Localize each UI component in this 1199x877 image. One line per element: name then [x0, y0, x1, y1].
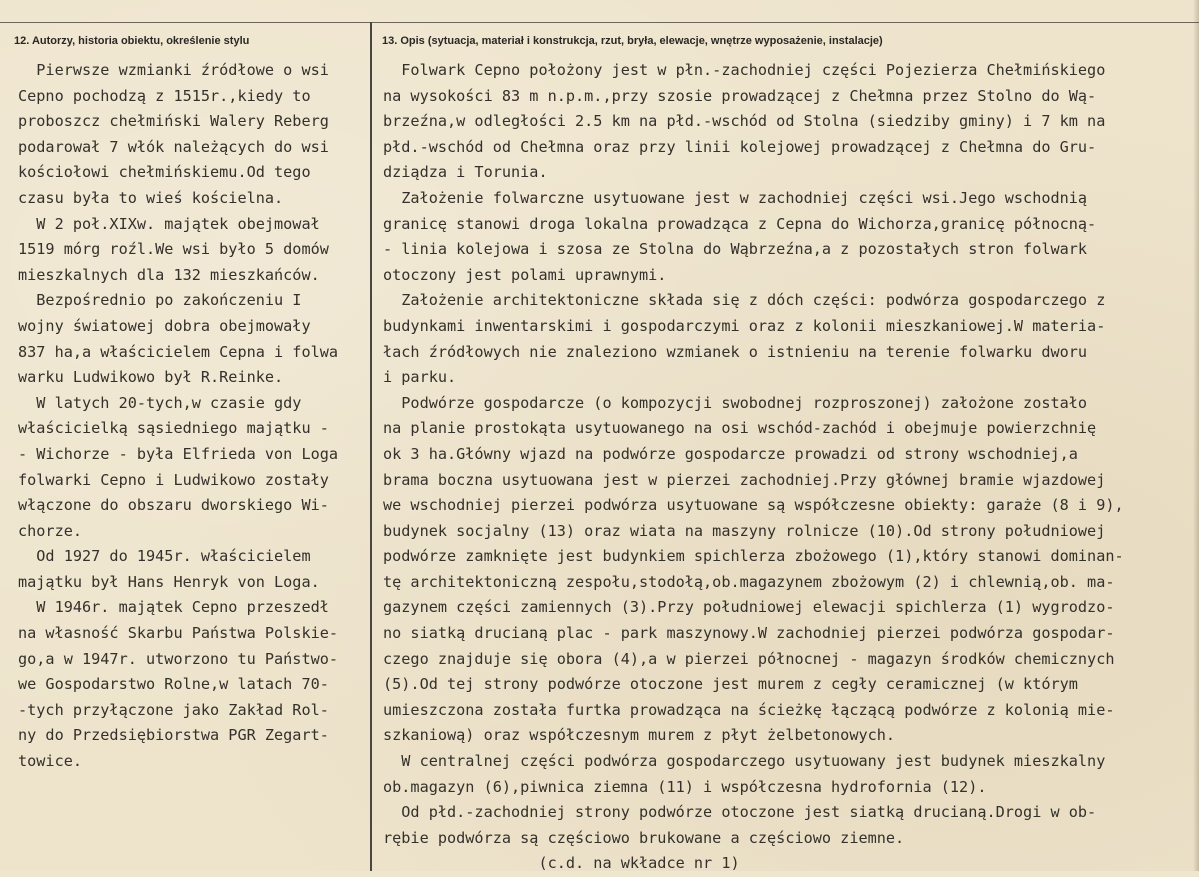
- typed-line: W centralnej części podwórza gospodarczego usytuowany jest budynek mieszkalny: [383, 752, 1106, 771]
- typed-line: budynkami inwentarskimi i gospodarczymi oraz z kolonii mieszkaniowej.W materia-: [383, 316, 1106, 335]
- typed-line: 837 ha,a właścicielem Cepna i folwa: [18, 342, 339, 361]
- typed-line: dziądza i Torunia.: [383, 163, 548, 182]
- typed-line: szkaniową) oraz współczesnym murem z płyt żelbetonowych.: [383, 726, 896, 745]
- typed-line: Podwórze gospodarcze (o kompozycji swobodnej rozproszonej) założone zostało: [383, 393, 1088, 412]
- typed-line: podwórze zamknięte jest budynkiem spichlerza zbożowego (1),który stanowi dominan-: [383, 547, 1124, 566]
- typed-line: granicę stanowi droga lokalna prowadząca z Cepna do Wichorza,granicę północną-: [383, 214, 1097, 233]
- typed-line: ny do Przedsiębiorstwa PGR Zegart-: [18, 726, 329, 745]
- typed-line: W latych 20-tych,w czasie gdy: [18, 393, 302, 412]
- left-column-header: 12. Autorzy, historia obiektu, określenie stylu: [14, 35, 250, 47]
- typed-line: ok 3 ha.Główny wjazd na podwórze gospodarcze prowadzi od strony wschodniej,a: [383, 444, 1078, 463]
- typed-line: Od 1927 do 1945r. właścicielem: [18, 547, 311, 566]
- typed-line: Od płd.-zachodniej strony podwórze otoczone jest siatką drucianą.Drogi w ob-: [383, 803, 1097, 822]
- typed-line: (5).Od tej strony podwórze otoczone jest murem z cegły ceramicznej (w którym: [383, 675, 1078, 694]
- typed-line: budynek socjalny (13) oraz wiata na maszyny rolnicze (10).Od strony południowej: [383, 521, 1106, 540]
- typed-line: tę architektoniczną zespołu,stodołą,ob.magazynem zbożowym (2) i chlewnią,ob. ma-: [383, 572, 1115, 591]
- typed-line: (c.d. na wkładce nr 1): [383, 854, 740, 873]
- typed-line: brama boczna usytuowana jest w pierzei zachodniej.Przy głównej bramie wjazdowej: [383, 470, 1106, 489]
- typed-line: płd.-wschód od Chełmna oraz przy linii kolejowej prowadzącej z Chełmna do Gru-: [383, 137, 1097, 156]
- column-divider: [370, 22, 372, 871]
- typed-line: 1519 mórg roźl.We wsi było 5 domów: [18, 240, 329, 259]
- typed-line: we wschodniej pierzei podwórza usytuowane są współczesne obiekty: garaże (8 i 9),: [383, 496, 1124, 515]
- typed-line: łach źródłowych nie znaleziono wzmianek o istnieniu na terenie folwarku dworu: [383, 342, 1088, 361]
- typed-line: otoczony jest polami uprawnymi.: [383, 265, 667, 284]
- typed-line: go,a w 1947r. utworzono tu Państwo-: [18, 649, 339, 668]
- typed-line: brzeźna,w odległości 2.5 km na płd.-wschód od Stolna (siedziby gminy) i 7 km na: [383, 112, 1106, 131]
- typed-line: no siatką drucianą plac - park maszynowy.W zachodniej pierzei podwórza gospodar-: [383, 624, 1115, 643]
- typed-line: Cepno pochodzą z 1515r.,kiedy to: [18, 86, 311, 105]
- typed-line: W 2 poł.XIXw. majątek obejmował: [18, 214, 320, 233]
- description-text-block: [383, 58, 1124, 877]
- typed-line: gazynem części zamiennych (3).Przy południowej elewacji spichlerza (1) wygrodzo-: [383, 598, 1115, 617]
- typed-line: podarował 7 włók należących do wsi: [18, 137, 329, 156]
- typed-line: czego znajduje się obora (4),a w pierzei północnej - magazyn środków chemicznych: [383, 649, 1115, 668]
- typed-line: - Wichorze - była Elfrieda von Loga: [18, 444, 339, 463]
- typed-line: na własność Skarbu Państwa Polskie-: [18, 624, 339, 643]
- top-rule: [0, 22, 1199, 23]
- typed-line: folwarki Cepno i Ludwikowo zostały: [18, 470, 329, 489]
- typed-line: kościołowi chełmińskiemu.Od tego: [18, 163, 311, 182]
- typed-line: we Gospodarstwo Rolne,w latach 70-: [18, 675, 329, 694]
- history-text-block: [18, 58, 338, 775]
- typed-line: majątku był Hans Henryk von Loga.: [18, 572, 320, 591]
- typed-line: proboszcz chełmiński Walery Reberg: [18, 112, 329, 131]
- typed-line: -tych przyłączone jako Zakład Rol-: [18, 700, 329, 719]
- typed-line: towice.: [18, 752, 83, 771]
- typed-line: wojny światowej dobra obejmowały: [18, 316, 311, 335]
- typed-line: włączone do obszaru dworskiego Wi-: [18, 496, 329, 515]
- typed-line: umieszczona została furtka prowadząca na ścieżkę łączącą podwórze z kolonią mie-: [383, 700, 1115, 719]
- typed-line: czasu była to wieś kościelna.: [18, 188, 284, 207]
- typed-line: Założenie folwarczne usytuowane jest w zachodniej części wsi.Jego wschodnią: [383, 188, 1088, 207]
- right-column-header: 13. Opis (sytuacja, materiał i konstrukcja, rzut, bryła, elewacje, wnętrze wyposażenie, instalacje): [382, 35, 883, 47]
- paper-edge-shadow: [1193, 0, 1199, 871]
- typed-line: na wysokości 83 m n.p.m.,przy szosie prowadzącej z Chełmna przez Stolno do Wą-: [383, 86, 1097, 105]
- typed-line: W 1946r. majątek Cepno przeszedł: [18, 598, 329, 617]
- typed-line: i parku.: [383, 368, 457, 387]
- typed-line: - linia kolejowa i szosa ze Stolna do Wąbrzeźna,a z pozostałych stron folwark: [383, 240, 1088, 259]
- typed-line: właścicielką sąsiedniego majątku -: [18, 419, 329, 438]
- typed-line: Folwark Cepno położony jest w płn.-zachodniej części Pojezierza Chełmińskiego: [383, 61, 1106, 79]
- typed-line: Założenie architektoniczne składa się z dóch części: podwórza gospodarczego z: [383, 291, 1106, 310]
- typed-line: ob.magazyn (6),piwnica ziemna (11) i współczesna hydrofornia (12).: [383, 777, 987, 796]
- typed-line: Bezpośrednio po zakończeniu I: [18, 291, 302, 310]
- typed-line: Pierwsze wzmianki źródłowe o wsi: [18, 61, 329, 79]
- typed-line: na planie prostokąta usytuowanego na osi wschód-zachód i obejmuje powierzchnię: [383, 419, 1097, 438]
- typed-line: rębie podwórza są częściowo brukowane a częściowo ziemne.: [383, 828, 905, 847]
- typed-line: chorze.: [18, 521, 83, 540]
- typed-line: mieszkalnych dla 132 mieszkańców.: [18, 265, 320, 284]
- typed-line: warku Ludwikowo był R.Reinke.: [18, 368, 284, 387]
